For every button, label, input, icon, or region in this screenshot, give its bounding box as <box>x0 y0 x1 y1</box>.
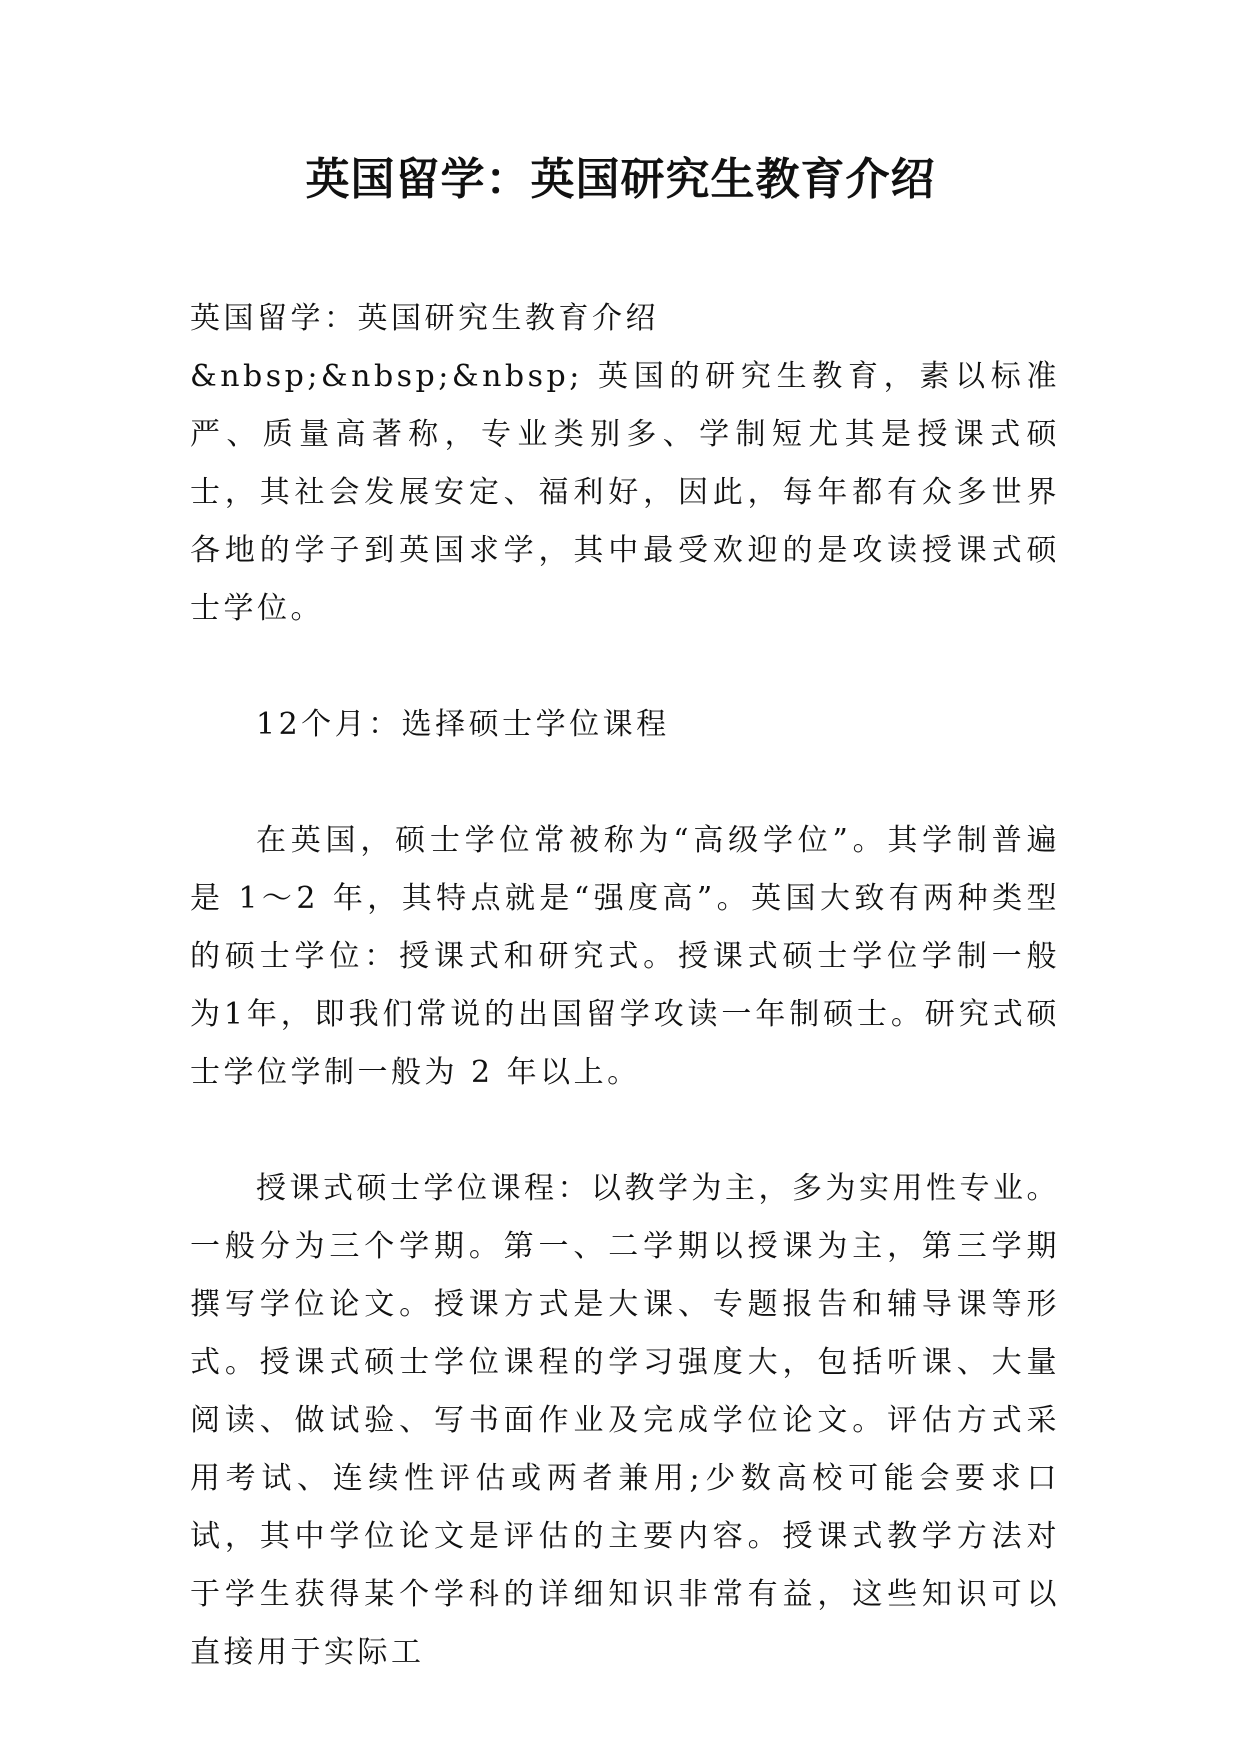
paragraph-spacer <box>190 1102 1060 1160</box>
document-title: 英国留学：英国研究生教育介绍 <box>305 154 936 205</box>
paragraph-spacer <box>190 754 1060 812</box>
paragraph-spacer <box>190 638 1060 696</box>
intro-paragraph: &nbsp;&nbsp;&nbsp; 英国的研究生教育，素以标准严、质量高著称，专业类别多、学制短尤其是授课式硕士，其社会发展安定、福利好，因此，每年都有众多世界各地的学子到英国求学，其中最受欢迎的是攻读授课式硕士学位。 <box>190 359 1060 626</box>
section-heading: 12个月：选择硕士学位课程 <box>256 707 670 742</box>
document-body <box>190 290 1060 1682</box>
document-subtitle: 英国留学：英国研究生教育介绍 <box>190 301 659 336</box>
degree-types-paragraph: 在英国，硕士学位常被称为“高级学位”。其学制普遍是 1～2 年，其特点就是“强度高”。英国大致有两种类型的硕士学位：授课式和研究式。授课式硕士学位学制一般为1年，即我们常说的出国留学攻读一年制硕士。研究式硕士学位学制一般为 2 年以上。 <box>190 823 1060 1090</box>
taught-course-paragraph: 授课式硕士学位课程：以教学为主，多为实用性专业。一般分为三个学期。第一、二学期以授课为主，第三学期撰写学位论文。授课方式是大课、专题报告和辅导课等形式。授课式硕士学位课程的学习强度大，包括听课、大量阅读、做试验、写书面作业及完成学位论文。评估方式采用考试、连续性评估或两者兼用;少数高校可能会要求口试，其中学位论文是评估的主要内容。授课式教学方法对于学生获得某个学科的详细知识非常有益，这些知识可以直接用于实际工 <box>190 1171 1060 1670</box>
